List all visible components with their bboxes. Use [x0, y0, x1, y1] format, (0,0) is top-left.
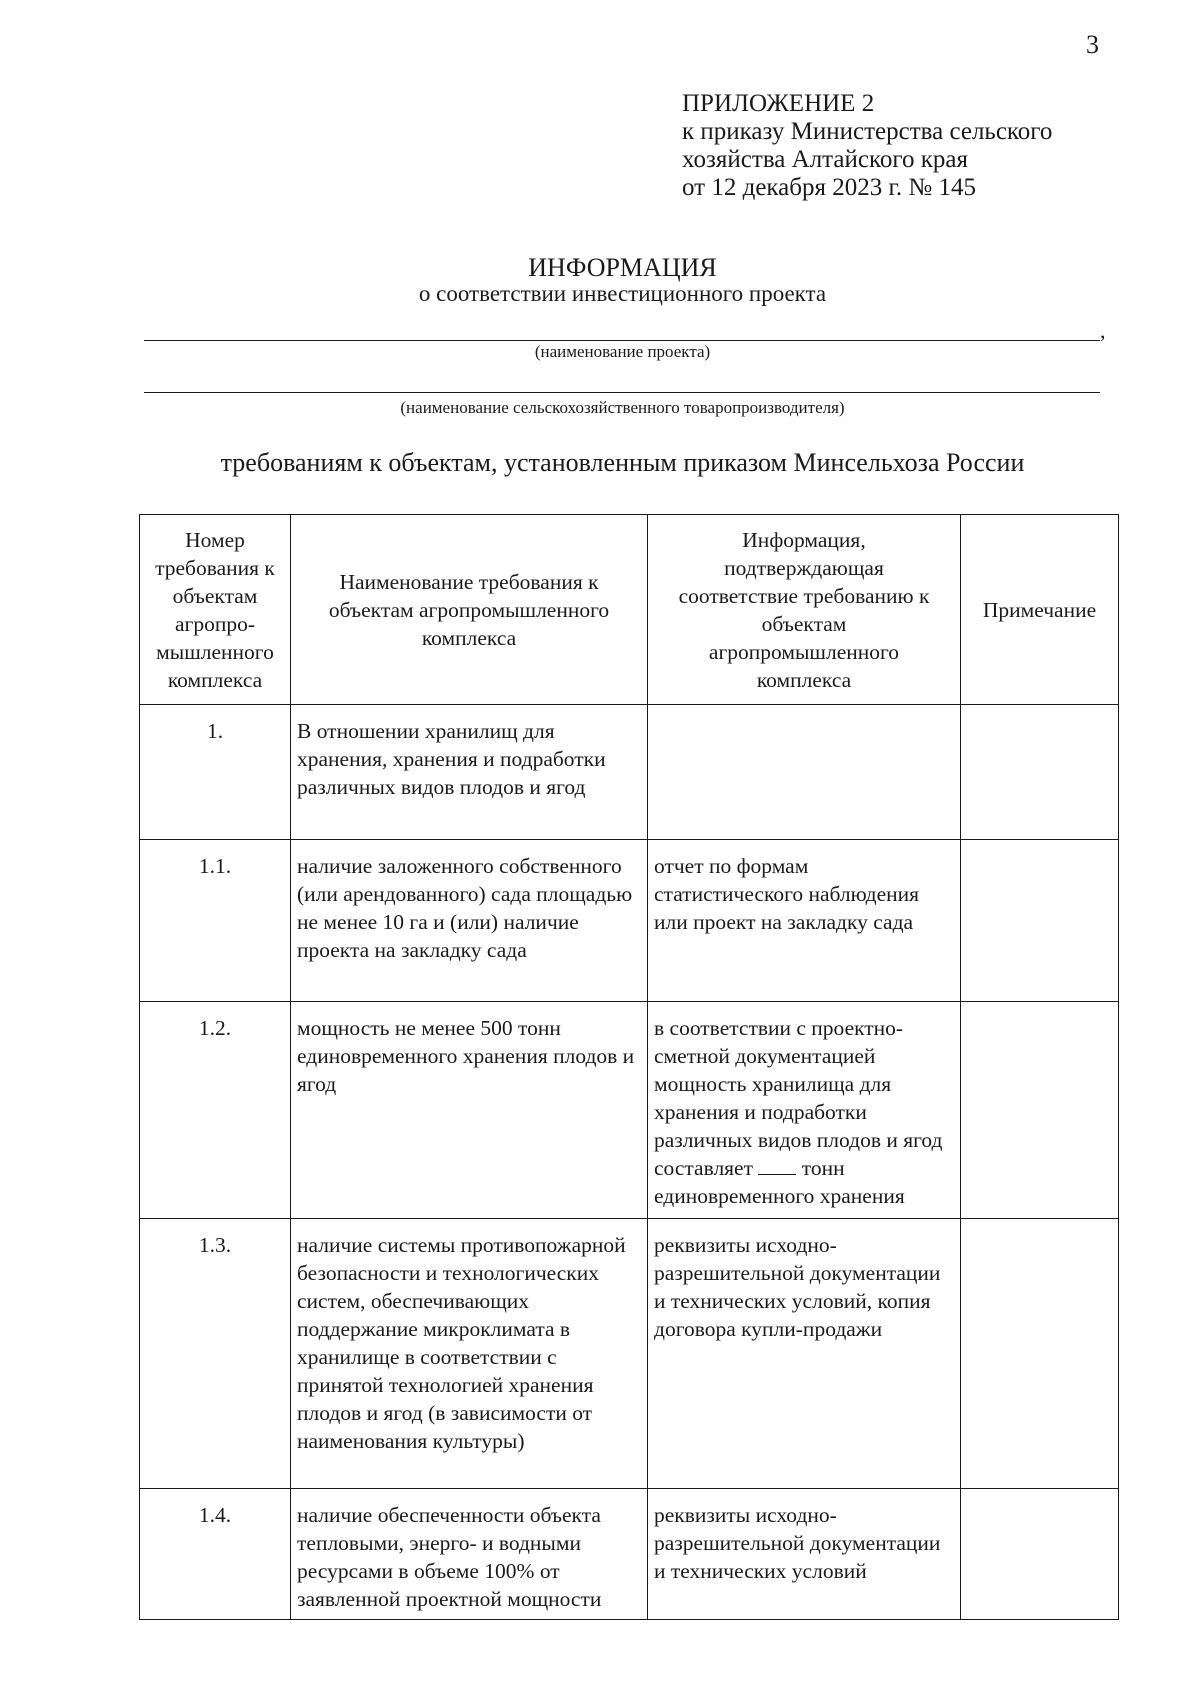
header-confirming-info: Информация, подтверждающая соответствие требованию к объектам агропромышленного комплекса: [648, 515, 961, 705]
table-row: [140, 1219, 1119, 1489]
row-note: [961, 705, 1119, 840]
row-note: [961, 1219, 1119, 1489]
row-note: [961, 1489, 1119, 1620]
row-info: реквизиты исходно-разрешительной документации и технических условий: [648, 1489, 961, 1620]
appendix-line: к приказу Министерства сельского: [682, 118, 1053, 145]
row-requirement: В отношении хранилищ для хранения, хранения и подработки различных видов плодов и ягод: [291, 705, 648, 840]
appendix-header: [682, 90, 1052, 202]
page-number: 3: [1086, 30, 1099, 59]
table-row: [140, 840, 1119, 1002]
document-subtitle: о соответствии инвестиционного проекта: [418, 281, 827, 306]
header-requirement-name: Наименование требования к объектам агропромышленного комплекса: [291, 515, 648, 705]
project-name-caption: (наименование проекта): [534, 342, 711, 361]
comma-mark: ,: [1100, 318, 1106, 343]
row-info: отчет по формам статистического наблюдения или проект на закладку сада: [648, 840, 961, 1002]
document-title: ИНФОРМАЦИЯ: [528, 253, 717, 282]
row-requirement: наличие заложенного собственного (или арендованного) сада площадью не менее 10 га и (или) наличие проекта на закладку сада: [291, 840, 648, 1002]
row-number: 1.4.: [140, 1489, 291, 1620]
header-number: Номер требования к объектам агропро- мышленного комплекса: [140, 515, 291, 705]
row-info: [648, 1002, 961, 1219]
requirements-table: [139, 514, 1119, 1620]
row-number: 1.2.: [140, 1002, 291, 1219]
row-requirement: мощность не менее 500 тонн единовременного хранения плодов и ягод: [291, 1002, 648, 1219]
appendix-line: хозяйства Алтайского края: [682, 146, 968, 173]
row-info: реквизиты исходно-разрешительной документации и технических условий, копия договора купли-продажи: [648, 1219, 961, 1489]
table-header-row: [140, 515, 1119, 705]
header-note: Примечание: [961, 515, 1119, 705]
table-row: [140, 705, 1119, 840]
requirements-line: требованиям к объектам, установленным приказом Минсельхоза России: [220, 448, 1025, 477]
fill-in-blank: [758, 1156, 796, 1175]
row-number: 1.1.: [140, 840, 291, 1002]
row-note: [961, 840, 1119, 1002]
row-requirement: наличие системы противопожарной безопасности и технологических систем, обеспечивающих поддержание микроклимата в хранилище в соответствии с принятой технологией хранения плодов и ягод (в зависимости от наименования культуры): [291, 1219, 648, 1489]
appendix-title: ПРИЛОЖЕНИЕ 2: [682, 90, 875, 117]
row-info-text: в соответствии с проектно-сметной документацией мощность хранилища для хранения и подработки различных видов плодов и ягод составляет: [654, 1016, 943, 1180]
producer-name-blank-line: [144, 392, 1100, 393]
producer-name-caption: (наименование сельскохозяйственного товаропроизводителя): [400, 398, 845, 417]
row-number: 1.: [140, 705, 291, 840]
table-row: [140, 1002, 1119, 1219]
row-note: [961, 1002, 1119, 1219]
row-info: [648, 705, 961, 840]
row-number: 1.3.: [140, 1219, 291, 1489]
project-name-blank-line: [144, 340, 1100, 341]
appendix-line: от 12 декабря 2023 г. № 145: [682, 174, 977, 201]
row-requirement: наличие обеспеченности объекта тепловыми, энерго- и водными ресурсами в объеме 100% от заявленной проектной мощности: [291, 1489, 648, 1620]
row-info-text: тонн единовременного хранения: [654, 1156, 905, 1208]
table-row: [140, 1489, 1119, 1620]
